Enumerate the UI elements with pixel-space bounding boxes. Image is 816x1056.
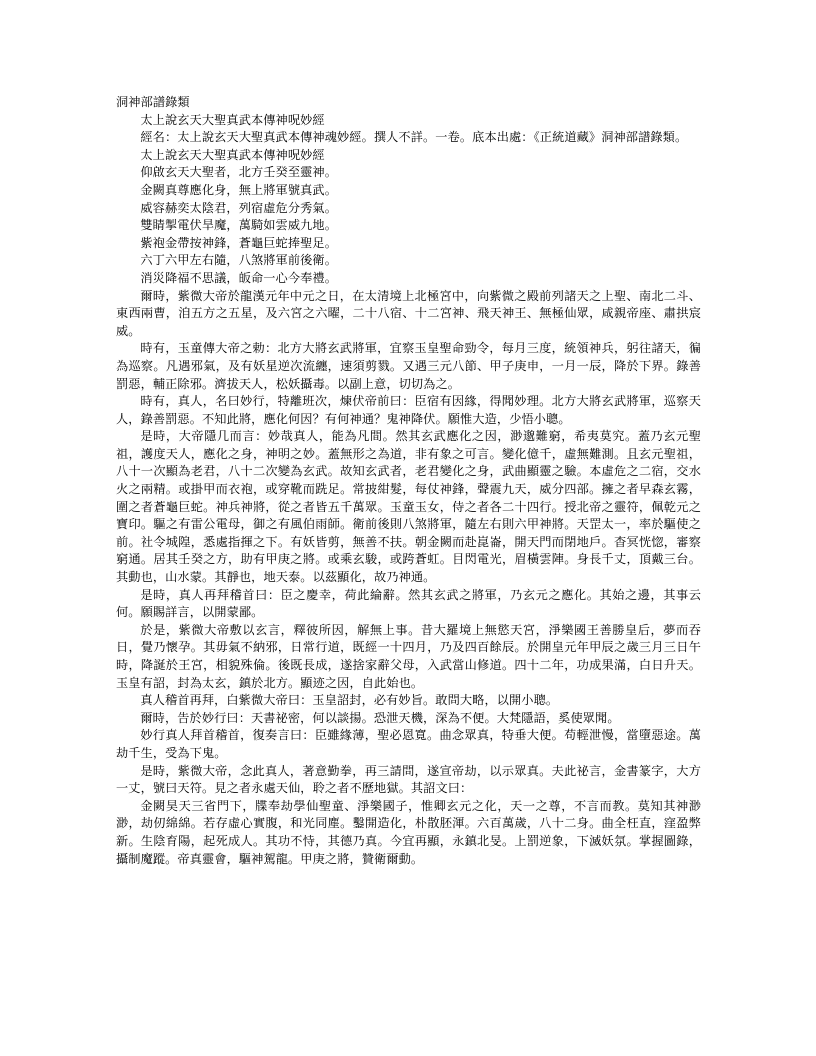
body-paragraph: 是時，大帝隱几而言：妙哉真人，能為凡間。然其玄武應化之因，渺邈難窮，希夷莫究。蓋乃玄元聖祖，護度天人，應化之身，神明之妙。蓋無形之為道，非有象之可言。變化億千，虛無難測。且玄元聖祖，八十一次顯為老君，八十二次變為玄武。故知玄武者，老君變化之身，武曲顯靈之驗。本虛危之二宿，交水火之兩精。或掛甲而衣袍，或穿靴而跣足。常披紺髮，每仗神鋒，聲震九天，威分四部。擁之者早森玄霧，圍之者蒼龜巨蛇。神兵神將，從之者皆五千萬眾。玉童玉女，侍之者各二十四行。授北帝之靈符，佩乾元之寶印。驅之有雷公電母，御之有風伯雨師。衛前後則八煞將軍，隨左右則六甲神將。天罡太一，率於驅使之前。社令城隍，悉處指揮之下。有妖皆剪，無善不扶。朝金闕而赴崑崙，開天門而閉地戶。杳冥恍惚，審察窮通。居其壬癸之方，助有甲庚之將。或乘玄駿，或跨蒼虹。目閃電光，眉橫雲陣。身長千丈，頂戴三台。其動也，山水蒙。其靜也，地天泰。以茲顯化，故乃神通。 xyxy=(116,429,701,585)
body-paragraph: 是時，真人再拜稽首曰：臣之慶幸，荷此綸辭。然其玄武之將軍，乃玄元之應化。其始之邊，其事云何。願賜詳言，以開蒙鄙。 xyxy=(116,587,701,620)
body-paragraph: 爾時，紫微大帝於龍漢元年中元之日，在太清境上北極宮中，向紫微之殿前列諸天之上聖、南北二斗、東西兩曹，洎五方之五星，及六宮之六曜，二十八宿、十二宮神、飛天神王、無極仙眾，咸親帝座、肅拱宸威。 xyxy=(116,288,701,338)
body-paragraph: 妙行真人拜首稽首，復奏言曰：臣雖緣薄，聖必恩寬。曲念眾真，特垂大便。苟輕泄慢，當墮惡途。萬劫千生，受為下鬼。 xyxy=(116,728,701,760)
body-paragraph: 真人稽首再拜，白紫微大帝曰：玉皇詔封，必有妙旨。敢問大略，以開小聰。 xyxy=(140,693,559,708)
body-paragraph: 時有，玉童傳大帝之勅：北方大將玄武將軍，宜察玉皇聖命勁令，每月三度，統領神兵，躬往諸天，徧為巡察。凡遇邪氣，及有妖星逆次流纏，速須剪戮。又遇三元八節、甲子庚申，一月一辰，降於下界。錄善罰惡，輔正除邪。濟拔天人，松妖攝毒。以副上意，切切為之。 xyxy=(116,341,701,391)
scripture-title-second: 太上說玄天大聖真武本傳神呪妙經 xyxy=(140,147,325,162)
verse-line: 雙睛掣電伏旱魔，萬騎如雲威九地。 xyxy=(140,218,337,233)
scripture-title-first: 太上說玄天大聖真武本傳神呪妙經 xyxy=(140,112,325,127)
body-paragraph: 於是，紫微大帝敷以玄言，釋彼所因，解無上事。昔大羅境上無慾天宮，淨樂國王善勝皇后，夢而吞日，覺乃懷孕。其毋氣不納邪，日常行道，既經一十四月，乃及四百餘辰。於開皇元年甲辰之歲三月三日午時，降誕於王宮，相貌殊倫。後既長成，遂捨家辭父母，入武當山修道。四十二年，功成果滿，白日升天。玉皇有詔，封為太玄，鎮於北方。顯迹之因，自此始也。 xyxy=(116,622,701,690)
section-heading: 洞神部譜錄類 xyxy=(116,95,190,109)
body-paragraph: 時有，真人，名曰妙行，特離班次，煉伏帝前曰：臣宿有因緣，得聞妙理。北方大將玄武將軍，巡察天人，錄善罰惡。不知此將，應化何因？有何神通？鬼神降伏。願惟大造，少悟小聰。 xyxy=(116,394,701,426)
document-text-body xyxy=(116,94,701,868)
bibliographic-note: 經名：太上說玄天大聖真武本傳神魂妙經。撰人不詳。一卷。底本出處：《正統道藏》洞神部譜錄類。 xyxy=(140,130,688,145)
verse-line: 威容赫奕太陰君，列宿虛危分秀氣。 xyxy=(140,200,337,215)
verse-line: 六丁六甲左右隨，八煞將軍前後衛。 xyxy=(140,253,337,268)
verse-line: 消災降福不思議，皈命一心今奉禮。 xyxy=(140,270,337,285)
body-paragraph: 爾時，告於妙行曰：天書祕密，何以談揚。恐泄天機，深為不便。大梵隱語，奚使眾聞。 xyxy=(140,710,620,725)
verse-line: 仰啟玄天大聖者，北方壬癸至靈神。 xyxy=(140,165,337,180)
verse-line: 紫袍金帶按神鋒，蒼龜巨蛇捧聖足。 xyxy=(140,235,337,250)
body-paragraph: 金闕昊天三省門下，牒奉劫學仙聖童、淨樂國子，惟卿玄元之化，天一之尊，不言而教。莫知其神渺渺，劫仞綿綿。若存虛心實腹，和光同塵。鑿開造化，朴散胚渾。六百萬歲，八十二身。曲全枉直，窪盈弊新。生陰育陽，起死成人。其功不恃，其德乃真。今宜再顯，永鎮北旻。上罰逆象，下滅妖氛。掌握圖錄，攝制魔蹤。帝真靈會，驅神駕龍。甲庚之將，贊衛爾動。 xyxy=(116,798,701,866)
verse-line: 金闕真尊應化身，無上將軍號真武。 xyxy=(140,182,337,197)
body-paragraph: 是時，紫微大帝，念此真人，著意勤拳，再三請問，遂宣帝劫，以示眾真。夫此祕言，金書篆字，大方一丈，號曰天符。見之者永處天仙，聆之者不歷地獄。其詔文曰： xyxy=(116,763,701,796)
